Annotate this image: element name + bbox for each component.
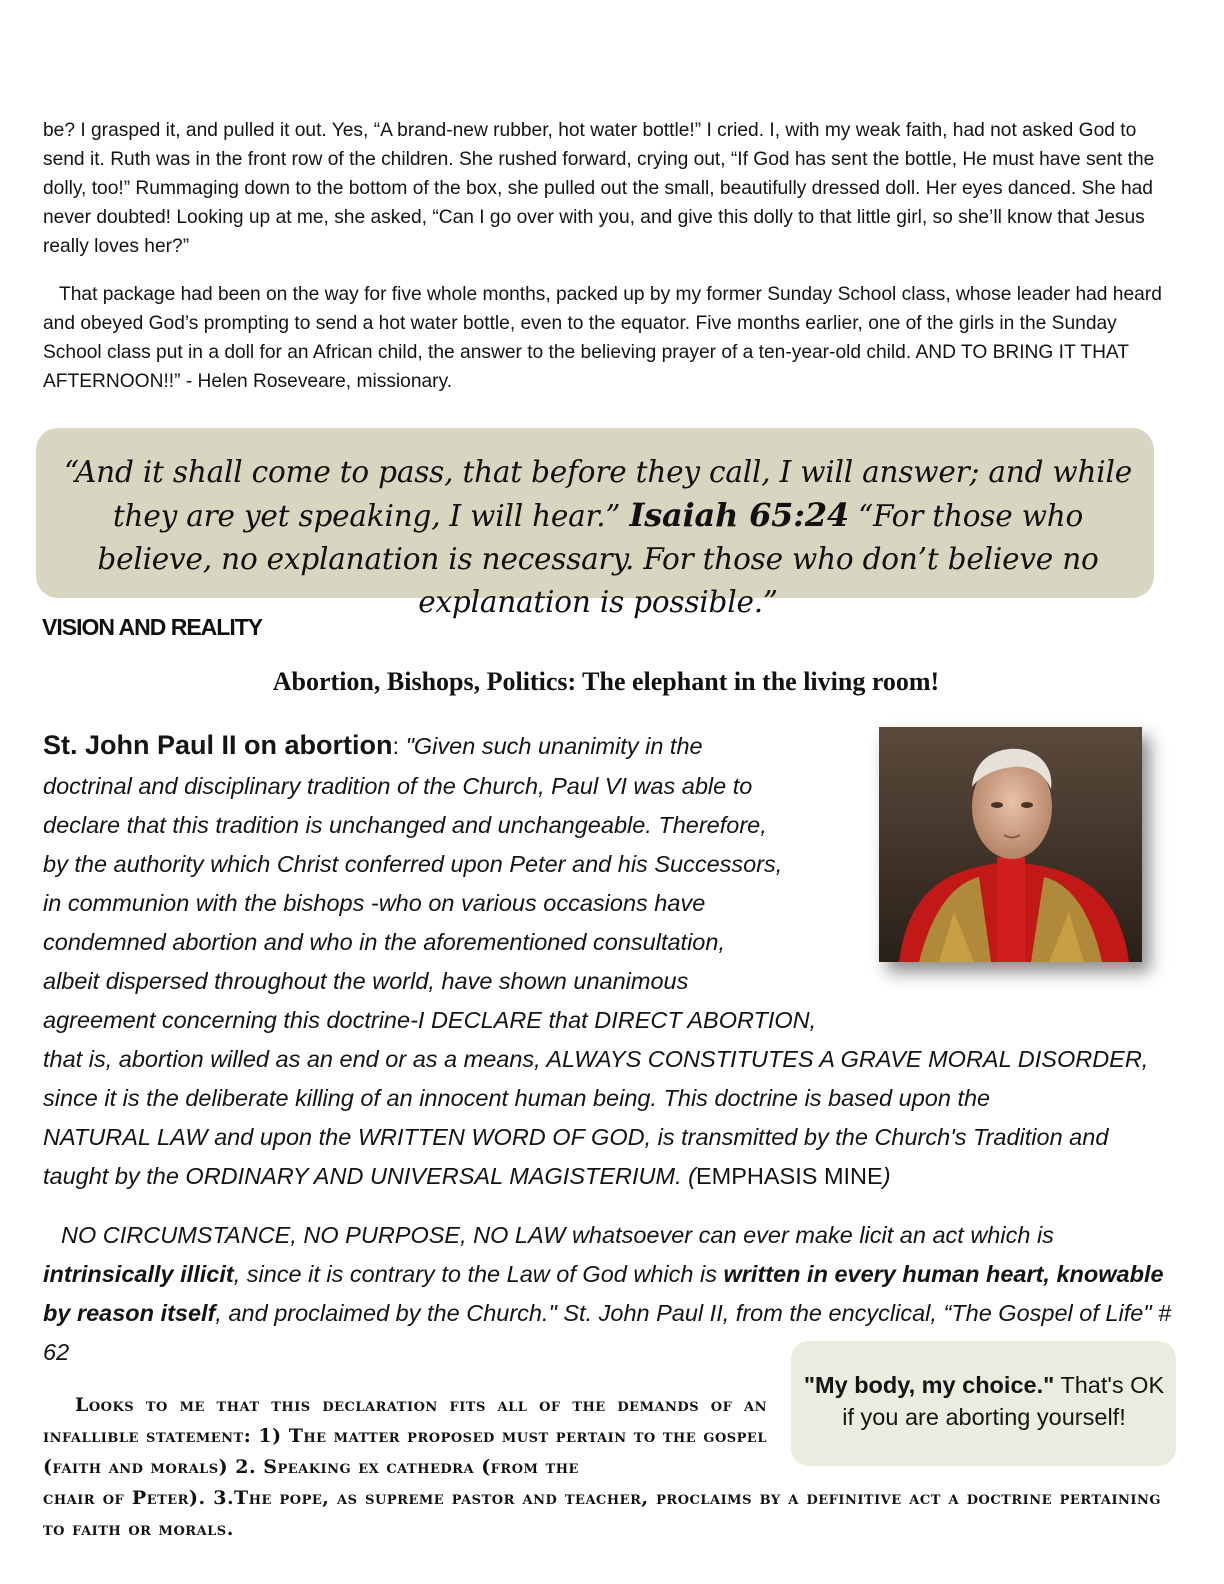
p4-c: , since it is contrary to the Law of God which is: [233, 1261, 724, 1287]
jp2-lead: St. John Paul II on abortion: [43, 730, 393, 760]
jp2-line-10: since it is the deliberate killing of an innocent human being. This doctrine is based upon the: [43, 1085, 991, 1111]
callout-text: [800, 1369, 1168, 1433]
infallibility-note-1: Looks to me that this declaration fits all of the demands of an infallible statement: 1) The matter proposed must pertain to the gospel (faith and morals) 2. Speaking ex cathedra (from the: [43, 1394, 767, 1478]
jp2-line-4: by the authority which Christ conferred upon Peter and his Successors,: [43, 851, 783, 877]
story-paragraph-2: That package had been on the way for five whole months, packed up by my former Sunday School class, whose leader had heard and obeyed God’s prompting to send a hot water bottle, even to the equator. Five months earlier, one of the girls in the Sunday School class put in a doll for an African child, the answer to the believing prayer of a ten-year-old child. AND TO BRING IT THAT AFTERNOON!!” - Helen Roseveare, missionary.: [43, 284, 1162, 392]
jp2-line-2: doctrinal and disciplinary tradition of the Church, Paul VI was able to: [43, 773, 753, 799]
infallibility-note-2: chair of Peter). 3.The pope, as supreme pastor and teacher, proclaims by a definitive act a doctrine pertaining to faith or morals.: [43, 1487, 1161, 1540]
jp2-line-11: NATURAL LAW and upon the WRITTEN WORD OF GOD, is transmitted by the Church's Tradition and: [43, 1124, 1109, 1150]
quote-part-2: “For those who believe, no explanation is necessary. For those who don’t believe no explanation is possible.”: [97, 499, 1099, 619]
quote-reference: Isaiah 65:24: [629, 496, 849, 534]
p4-a: NO CIRCUMSTANCE, NO PURPOSE, NO LAW whatsoever can ever make licit an act which is: [61, 1222, 1054, 1248]
jp2-last-a: taught by the ORDINARY AND UNIVERSAL MAGISTERIUM. (: [43, 1163, 696, 1189]
p4-d: written in every human heart, knowable by reason itself: [43, 1261, 1164, 1326]
section-heading: VISION AND REALITY: [42, 614, 263, 640]
callout-bold: "My body, my choice.": [803, 1372, 1055, 1398]
jp2-line-1: [43, 726, 703, 766]
jp2-line-7: albeit dispersed throughout the world, have shown unanimous: [43, 968, 689, 994]
jp2-line-5: in communion with the bishops -who on various occasions have: [43, 890, 706, 916]
emphasis-note: EMPHASIS MINE: [695, 1163, 883, 1189]
p4-b: intrinsically illicit: [43, 1261, 234, 1287]
jp2-colon: :: [392, 733, 406, 759]
sub-heading: Abortion, Bishops, Politics: The elephant in the living room!: [272, 667, 940, 696]
jp2-line-12: [43, 1157, 891, 1196]
jp2-line-6: condemned abortion and who in the aforementioned consultation,: [43, 929, 725, 955]
portrait-photo-icon: [879, 727, 1142, 962]
jp2-last-c: ): [882, 1163, 891, 1189]
jp2-line-9: that is, abortion willed as an end or as a means, ALWAYS CONSTITUTES A GRAVE MORAL DISORDER,: [43, 1046, 1149, 1072]
callout-rest: That's OK if you are aborting yourself!: [842, 1372, 1165, 1430]
story-paragraph-1: be? I grasped it, and pulled it out. Yes, “A brand-new rubber, hot water bottle!” I cried. I, with my weak faith, had not asked God to send it. Ruth was in the front row of the children. She rushed forward, crying out, “If God has sent the bottle, He must have sent the dolly, too!” Rummaging down to the bottom of the box, she pulled out the small, beautifully dressed doll. Her eyes danced. She had never doubted! Looking up at me, she asked, “Can I go over with you, and give this dolly to that little girl, so she’ll know that Jesus really loves her?”: [43, 120, 1155, 257]
jp2-text: "Given such unanimity in the: [405, 733, 703, 759]
quote-part-1: “And it shall come to pass, that before they call, I will answer; and while they are yet speaking, I will hear.”: [63, 455, 1133, 533]
portrait-photo: [879, 727, 1142, 962]
jp2-line-8: agreement concerning this doctrine-I DECLARE that DIRECT ABORTION,: [43, 1007, 817, 1033]
p4-e: , and proclaimed by the Church." St. John Paul II, from the encyclical, “The Gospel of Life" # 62: [43, 1300, 1172, 1365]
scripture-quote: [58, 451, 1138, 624]
jp2-line-3: declare that this tradition is unchanged and unchangeable. Therefore,: [43, 812, 767, 838]
